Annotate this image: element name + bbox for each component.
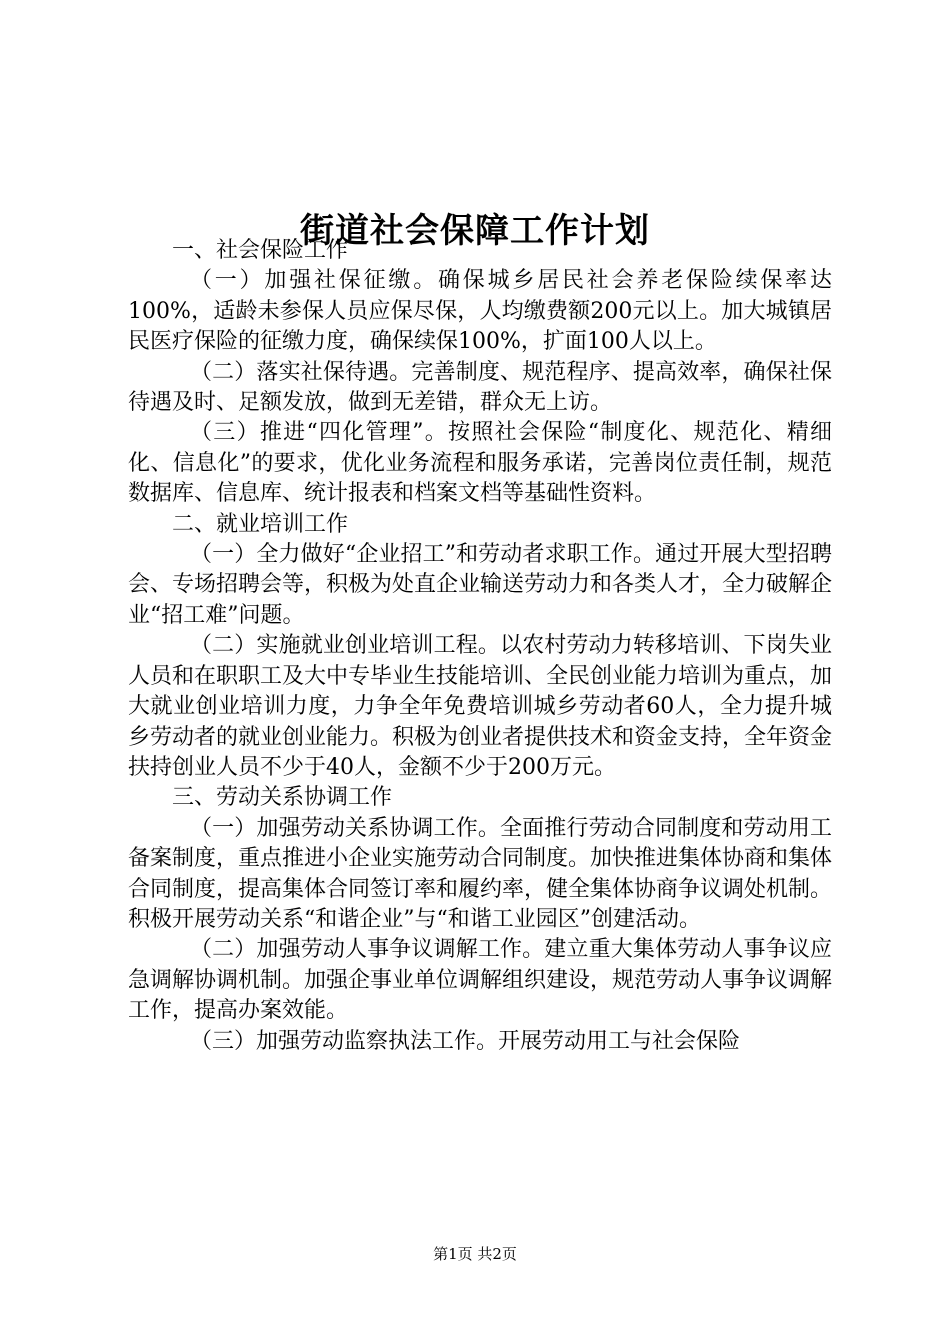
paragraph: （一）加强社保征缴。确保城乡居民社会养老保险续保率达100%，适龄未参保人员应保尽保，人均缴费额200元以上。加大城镇居民医疗保险的征缴力度，确保续保100%，扩面100人以上。 [128,268,832,355]
paragraph: （二）实施就业创业培训工程。以农村劳动力转移培训、下岗失业人员和在职职工及大中专毕业生技能培训、全民创业能力培训为重点，加大就业创业培训力度，力争全年免费培训城乡劳动者60人，全力提升城乡劳动者的就业创业能力。积极为创业者提供技术和资金支持，全年资金扶持创业人员不少于40人，金额不少于200万元。 [128,633,833,780]
document-body [128,236,832,1057]
paragraph: （二）落实社保待遇。完善制度、规范程序、提高效率，确保社保待遇及时、足额发放，做到无差错，群众无上访。 [128,359,832,416]
page-number-footer: 第1页 共2页 [433,1245,517,1263]
paragraph: （一）全力做好“企业招工”和劳动者求职工作。通过开展大型招聘会、专场招聘会等，积极为处直企业输送劳动力和各类人才，全力破解企业“招工难”问题。 [128,542,833,628]
paragraph: （三）推进“四化管理”。按照社会保险“制度化、规范化、精细化、信息化”的要求，优化业务流程和服务承诺，完善岗位责任制，规范数据库、信息库、统计报表和档案文档等基础性资料。 [128,420,832,507]
paragraph: （三）加强劳动监察执法工作。开展劳动用工与社会保险 [190,1028,741,1054]
section-heading: 二、就业培训工作 [172,511,349,537]
section-heading: 三、劳动关系协调工作 [172,785,393,811]
paragraph: （二）加强劳动人事争议调解工作。建立重大集体劳动人事争议应急调解协调机制。加强企事业单位调解组织建设，规范劳动人事争议调解工作，提高办案效能。 [128,937,833,1024]
document-title: 街道社会保障工作计划 [300,210,650,251]
section-heading: 一、社会保险工作 [172,238,349,263]
paragraph: （一）加强劳动关系协调工作。全面推行劳动合同制度和劳动用工备案制度，重点推进小企业实施劳动合同制度。加快推进集体协商和集体合同制度，提高集体合同签订率和履约率，健全集体协商争议调处机制。积极开展劳动关系“和谐企业”与“和谐工业园区”创建活动。 [128,815,833,932]
